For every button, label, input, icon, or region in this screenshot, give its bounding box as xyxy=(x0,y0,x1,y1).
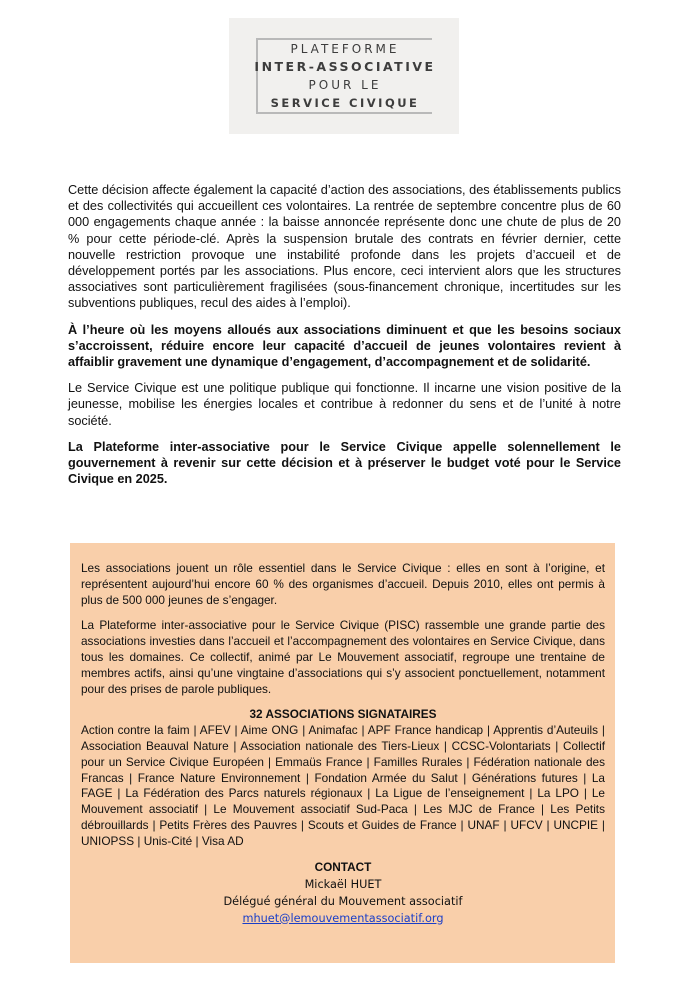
logo-line-2: INTER-ASSOCIATIVE xyxy=(254,59,436,74)
paragraph-policy: Le Service Civique est une politique publique qui fonctionne. Il incarne une vision positive de la jeunesse, mobilise les énergies locales et contribue à redonner du sens et de l’unité à notre société. xyxy=(68,381,621,428)
logo-frame xyxy=(254,38,436,114)
body-text xyxy=(68,182,621,497)
logo-line-1: PLATEFORME xyxy=(290,42,400,56)
contact-role: Délégué général du Mouvement associatif xyxy=(223,894,463,908)
contact-name: Mickaël HUET xyxy=(304,877,382,891)
info-box xyxy=(70,543,615,963)
contact-block xyxy=(81,859,605,927)
signatories-title: 32 ASSOCIATIONS SIGNATAIRES xyxy=(249,707,437,722)
contact-title: CONTACT xyxy=(314,859,372,874)
paragraph-appeal: La Plateforme inter-associative pour le Service Civique appelle solennellement le gouvernement à revenir sur cette décision et à préserver le budget voté pour le Service Civique en 2025. xyxy=(68,439,621,487)
logo-line-3: POUR LE xyxy=(308,78,382,92)
box-paragraph-pisc: La Plateforme inter-associative pour le Service Civique (PISC) rassemble une grande partie des associations investies dans l’accueil et l’accompagnement des volontaires en Service Civique, dans tous les domaines. Ce collectif, animé par Le Mouvement associatif, regroupe une trentaine de membres actifs, ainsi qu’une vingtaine d’associations qui s’y associent ponctuellement, notamment pour des prises de parole publiques. xyxy=(81,618,605,696)
paragraph-warning: À l’heure où les moyens alloués aux associations diminuent et que les besoins sociaux s’accroissent, réduire encore leur capacité d’accueil de jeunes volontaires revient à affaiblir gravement une dynamique d’engagement, d’accompagnement et de solidarité. xyxy=(68,322,621,370)
pisc-logo xyxy=(229,18,459,134)
contact-email-link[interactable]: mhuet@lemouvementassociatif.org xyxy=(242,911,444,925)
paragraph-impact: Cette décision affecte également la capacité d’action des associations, des établissements publics et des collectivités qui accueillent ces volontaires. La rentrée de septembre concentre plus de 60 000 engagements chaque année : la baisse annoncée représente donc une chute de plus de 20 % pour cette période-clé. Après la suspension brutale des contrats en février dernier, cette nouvelle restriction provoque une instabilité profonde dans les projets d’accueil et de développement portés par les associations. Plus encore, ceci intervient alors que les structures associatives sont particulièrement fragilisées (sous-financement chronique, incertitudes sur les subventions publiques, recul des aides à l’emploi). xyxy=(68,183,621,311)
signatories-list: Action contre la faim | AFEV | Aime ONG | Animafac | APF France handicap | Apprentis d’Auteuils | Association Beauval Nature | Association nationale des Tiers-Lieux | CCSC-Volontariats | Collectif pour un Service Civique Européen | Emmaüs France | Familles Rurales | Fédération nationale des Francas | France Nature Environnement | Fondation Armée du Salut | Générations futures | La FAGE | La Fédération des Parcs naturels régionaux | La Ligue de l’enseignement | La LPO | Le Mouvement associatif | Le Mouvement associatif Sud-Paca | Les MJC de France | Les Petits débrouillards | Petits Frères des Pauvres | Scouts et Guides de France | UNAF | UFCV | UNCPIE | UNIOPSS | Unis-Cité | Visa AD xyxy=(81,723,605,848)
logo-line-4: SERVICE CIVIQUE xyxy=(270,96,420,110)
box-paragraph-role: Les associations jouent un rôle essentiel dans le Service Civique : elles en sont à l’origine, et représentent aujourd’hui encore 60 % des organismes d’accueil. Depuis 2010, elles ont permis à plus de 500 000 jeunes de s’engager. xyxy=(81,561,605,607)
